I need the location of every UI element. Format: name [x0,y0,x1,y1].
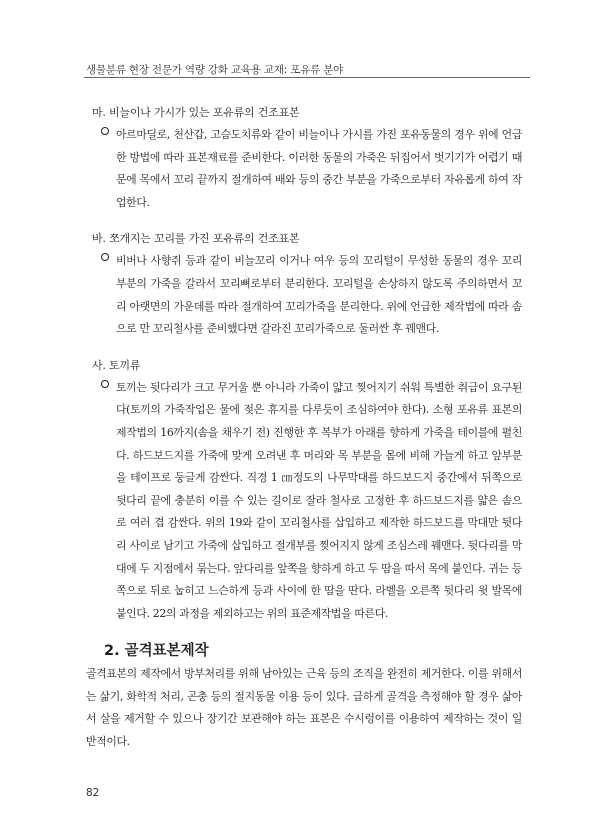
subsection-sa [88,355,522,626]
section-heading: 2. 골격표본제작 [104,643,209,660]
bullet-item [88,124,522,214]
subsection-title: 마. 비늘이나 가시가 있는 포유류의 건조표본 [92,106,300,119]
circle-bullet-icon [101,253,109,261]
header-divider [84,77,530,78]
running-header: 생물분류 현장 전문가 역량 강화 교육용 교재: 포유류 분야 [86,64,344,76]
page-number: 82 [86,787,100,799]
circle-bullet-icon [101,127,109,135]
bullet-text: 비버나 사향쥐 등과 같이 비늘꼬리 이거나 여우 등의 꼬리털이 무성한 동물의 경우 꼬리 부분의 가죽을 갈라서 꼬리뼈로부터 분리한다. 꼬리털을 손상하지 않도록 주의하면서 꼬리 아랫면의 가운데를 따라 절개하여 꼬리가죽을 분리한다. 위에 언급한 제작법에 따라 솜으로 만 꼬리철사를 준비했다면 갈라진 꼬리가죽으로 둘러싼 후 꿰맨다. [116,254,522,336]
subsection-ma [88,102,522,214]
bullet-item [88,250,522,340]
bullet-text: 토끼는 뒷다리가 크고 무거울 뿐 아니라 가죽이 얇고 찢어지기 쉬워 특별한 취급이 요구된다(토끼의 가죽작업은 물에 젖은 휴지를 다루듯이 조심하여야 한다). 소형 포유류 표본의 제작법의 16까지(솜을 채우기 전) 진행한 후 복부가 아래를 향하게 가죽을 테이블에 펼친다. 하드보드지를 가죽에 맞게 오려낸 후 머리와 목 부분을 몸에 비해 가늘게 하고 앞부분을 테이프로 둥글게 감싼다. 직경 1 ㎝정도의 나무막대를 하드보드지 중간에서 뒤쪽으로 뒷다리 끝에 충분히 이를 수 있는 길이로 잘라 철사로 고정한 후 하드보드지를 얇은 솜으로 여러 겹 감싼다. 위의 19와 같이 꼬리철사를 삽입하고 제작한 하드보드를 막대만 뒷다리 사이로 남기고 가죽에 삽입하고 절개부를 찢어지지 않게 조심스레 꿰맨다. 뒷다리를 막대에 두 지점에서 묶는다. 앞다리를 앞쪽을 향하게 하고 두 땀을 따서 목에 붙인다. 귀는 등쪽으로 뒤로 눕히고 느슨하게 등과 사이에 한 땀을 딴다. 라벨을 오른쪽 뒷다리 윗 발목에 붙인다. 22의 과정을 제외하고는 위의 표준제작법을 따른다. [116,380,522,620]
bullet-text: 아르마딜로, 천산갑, 고슴도치류와 같이 비늘이나 가시를 가진 포유동물의 경우 위에 언급한 방법에 따라 표본재료를 준비한다. 이러한 동물의 가죽은 뒤집어서 벗기기가 어렵기 때문에 목에서 꼬리 끝까지 절개하여 배와 등의 중간 부분을 가죽으로부터 자유롭게 하여 작업한다. [116,128,522,209]
subsection-title: 바. 쪼개지는 꼬리를 가진 포유류의 건조표본 [92,232,300,246]
page-content [88,100,522,754]
section-body: 골격표본의 제작에서 방부처리를 위해 남아있는 근육 등의 조직을 완전히 제거한다. 이를 위해서는 삶기, 화학적 처리, 곤충 등의 절지동물 이용 등이 있다. 급하게 골격을 측정해야 할 경우 삶아서 살을 제거할 수 있으나 장기간 보관해야 하는 표본은 수시렁이를 이용하여 제작하는 것이 일반적이다. [86,667,522,749]
bullet-item [88,377,522,626]
subsection-ba [88,228,522,340]
circle-bullet-icon [101,380,109,388]
subsection-title: 사. 토끼류 [92,358,141,372]
